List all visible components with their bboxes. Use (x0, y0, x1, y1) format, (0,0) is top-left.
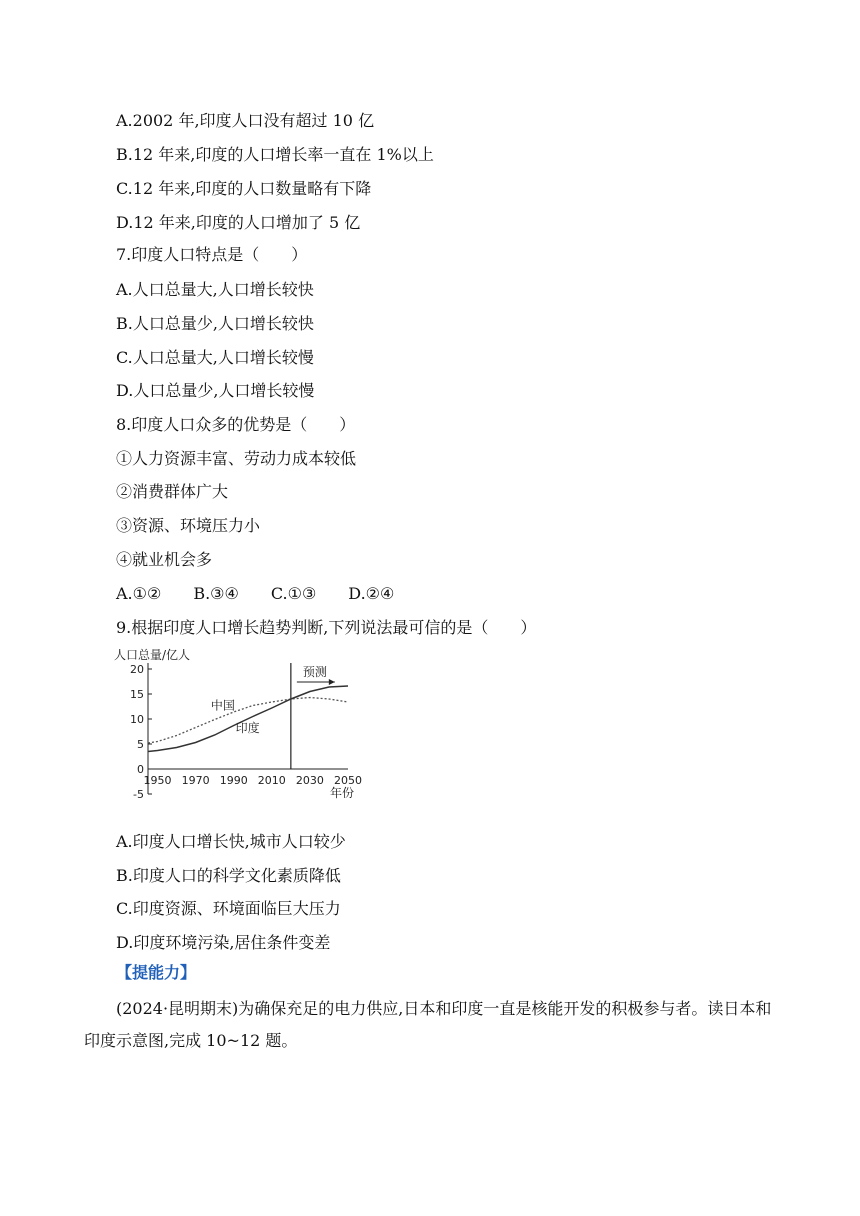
text-line: 9.根据印度人口增长趋势判断,下列说法最可信的是（ ） (116, 618, 537, 637)
paragraph-text: (2024·昆明期末)为确保充足的电力供应,日本和印度一直是核能开发的积极参与者。读日本和印度示意图,完成 10~12 题。 (84, 999, 772, 1050)
option-line: A.印度人口增长快,城市人口较少 (116, 832, 346, 851)
section-heading: 【提能力】 (116, 963, 197, 982)
question-paragraph (84, 993, 784, 1057)
x-tick-label: 2050 (334, 774, 362, 787)
text-line: C.12 年来,印度的人口数量略有下降 (116, 179, 372, 198)
y-tick-label: -5 (133, 788, 144, 801)
text-line: 7.印度人口特点是（ ） (116, 245, 308, 264)
text-line: ④就业机会多 (116, 550, 213, 569)
y-axis-label: 人口总量/亿人 (114, 648, 191, 662)
y-tick-label: 0 (137, 763, 144, 776)
x-tick-label: 2030 (295, 774, 324, 787)
x-axis-label: 年份 (329, 786, 354, 800)
text-line: D.人口总量少,人口增长较慢 (116, 381, 315, 400)
text-line: B.人口总量少,人口增长较快 (116, 314, 314, 333)
x-tick-label: 1950 (143, 774, 172, 787)
x-tick-label: 1990 (219, 774, 248, 787)
y-tick-label: 5 (137, 738, 144, 751)
y-tick-label: 10 (130, 713, 144, 726)
text-line: ②消费群体广大 (116, 482, 229, 501)
text-line: ①人力资源丰富、劳动力成本较低 (116, 449, 357, 468)
option-line: B.印度人口的科学文化素质降低 (116, 866, 341, 885)
text-line: A.2002 年,印度人口没有超过 10 亿 (116, 111, 375, 130)
series-line-india (148, 686, 348, 752)
text-line: 8.印度人口众多的优势是（ ） (116, 415, 356, 434)
option-line: D.印度环境污染,居住条件变差 (116, 933, 331, 952)
series-label-china: 中国 (210, 698, 235, 713)
text-line: ③资源、环境压力小 (116, 516, 261, 535)
text-line: A.①② B.③④ C.①③ D.②④ (116, 584, 395, 603)
forecast-arrow-head (329, 679, 335, 685)
series-label-india: 印度 (235, 721, 260, 735)
x-tick-label: 1970 (181, 774, 210, 787)
x-tick-label: 2010 (257, 774, 286, 787)
text-line: A.人口总量大,人口增长较快 (116, 280, 314, 299)
y-tick-label: 15 (130, 688, 144, 701)
text-line: B.12 年来,印度的人口增长率一直在 1%以上 (116, 145, 434, 164)
option-line: C.印度资源、环境面临巨大压力 (116, 899, 341, 918)
forecast-label: 预测 (302, 665, 327, 679)
text-line: C.人口总量大,人口增长较慢 (116, 348, 314, 367)
y-tick-label: 20 (130, 663, 144, 676)
text-line: D.12 年来,印度的人口增加了 5 亿 (116, 213, 361, 232)
population-chart (112, 645, 392, 817)
